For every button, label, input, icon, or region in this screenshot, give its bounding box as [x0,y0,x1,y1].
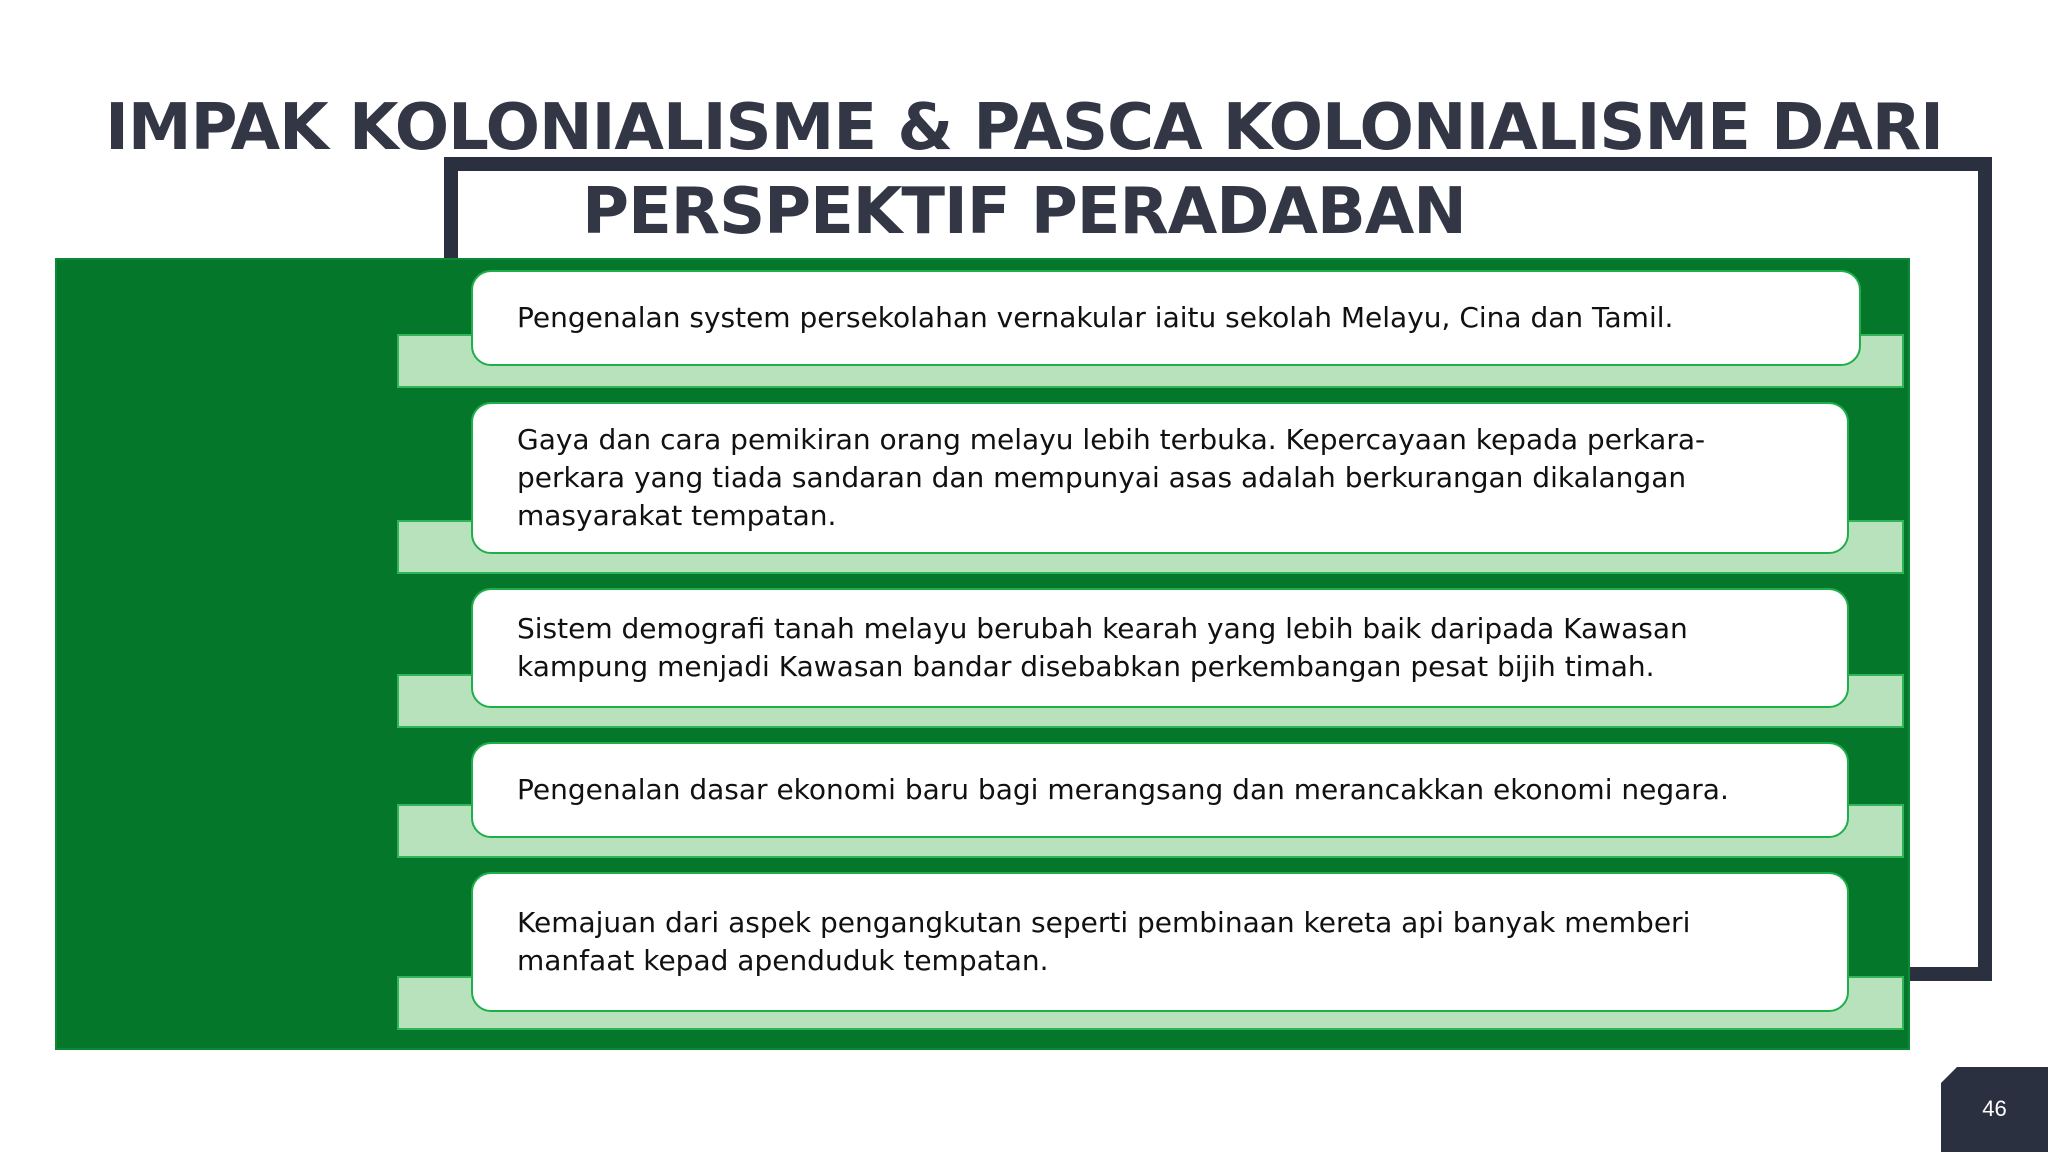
item-card [471,402,1849,554]
item-card [471,270,1861,366]
item-card [471,588,1849,708]
item-text: Sistem demografi tanah melayu berubah kearah yang lebih baik daripada Kawasan kampung menjadi Kawasan bandar disebabkan perkembangan pesat bijih timah. [517,612,1688,683]
page-number: 46 [1982,1096,2007,1121]
item-text: Gaya dan cara pemikiran orang melayu lebih terbuka. Kepercayaan kepada perkara-perkara yang tiada sandaran dan mempunyai asas adalah berkurangan dikalangan masyarakat tempatan. [517,423,1706,532]
item-card [471,742,1849,838]
item-text: Kemajuan dari aspek pengangkutan seperti pembinaan kereta api banyak memberi manfaat kepad apenduduk tempatan. [517,906,1691,977]
title-line-2: PERSPEKTIF PERADABAN [582,175,1466,249]
content-panel [55,258,1910,1050]
item-card [471,872,1849,1012]
item-text: Pengenalan dasar ekonomi baru bagi merangsang dan merancakkan ekonomi negara. [517,773,1729,806]
slide-title [0,86,2048,254]
title-line-1: IMPAK KOLONIALISME & PASCA KOLONIALISME DARI [105,91,1943,165]
item-text: Pengenalan system persekolahan vernakular iaitu sekolah Melayu, Cina dan Tamil. [517,301,1674,334]
